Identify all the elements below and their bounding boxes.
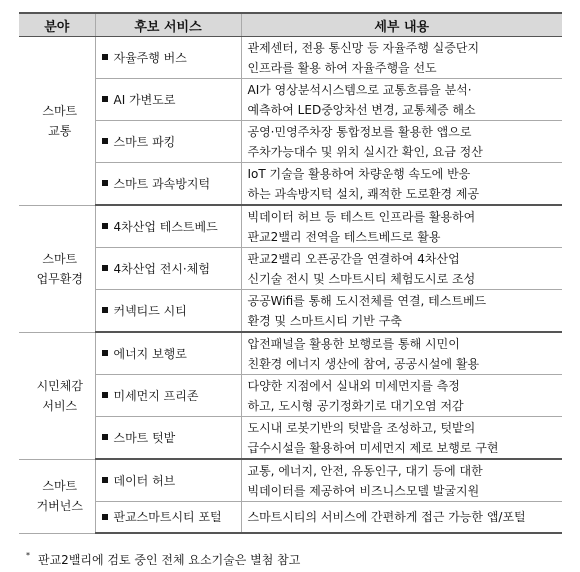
detail-line: 급수시설을 활용하여 미세먼지 제로 보행로 구현 xyxy=(247,440,499,455)
detail-cell xyxy=(241,163,562,206)
square-bullet-icon xyxy=(102,392,108,398)
category-label: 스마트 xyxy=(42,479,78,493)
detail-line: 도시내 로봇기반의 텃밭을 조성하고, 텃밭의 xyxy=(247,420,476,435)
service-name: 스마트 파킹 xyxy=(113,134,176,149)
header-service: 후보 서비스 xyxy=(95,13,241,37)
header-field: 분야 xyxy=(19,13,95,37)
detail-line: 환경 및 스마트시티 기반 구축 xyxy=(247,313,402,328)
category-label: 스마트 xyxy=(42,103,78,118)
detail-cell xyxy=(241,79,562,121)
table-row xyxy=(19,79,562,121)
detail-cell xyxy=(241,332,562,375)
service-name: 스마트 텃밭 xyxy=(113,430,176,445)
detail-line: 압전패널을 활용한 보행로를 통해 시민이 xyxy=(247,336,460,351)
detail-line: 판교2밸리 오픈공간을 연결하여 4차산업 xyxy=(247,251,460,266)
footnote-text: 판교2밸리에 검토 중인 전체 요소기술은 별첨 참고 xyxy=(38,553,301,567)
category-label: 시민체감 xyxy=(36,378,83,393)
service-table xyxy=(19,12,562,534)
service-cell xyxy=(95,163,241,206)
detail-cell xyxy=(241,205,562,248)
service-name: 커넥티드 시티 xyxy=(113,303,187,318)
detail-line: 공공Wifi를 통해 도시전체를 연결, 테스트베드 xyxy=(247,293,487,308)
table-row xyxy=(19,290,562,333)
category-label: 서비스 xyxy=(42,398,78,413)
table-row xyxy=(19,459,562,502)
category-cell xyxy=(19,205,95,332)
service-cell xyxy=(95,417,241,460)
service-name: 4차산업 전시·체험 xyxy=(113,261,210,276)
table-row xyxy=(19,163,562,206)
table-row xyxy=(19,37,562,79)
table-row xyxy=(19,417,562,460)
detail-line: 교통, 에너지, 안전, 유동인구, 대기 등에 대한 xyxy=(247,463,483,478)
detail-line: 하고, 도시형 공기정화기로 대기오염 저감 xyxy=(247,398,464,413)
detail-cell xyxy=(241,502,562,534)
detail-cell xyxy=(241,290,562,333)
detail-line: 신기술 전시 및 스마트시티 체험도시로 조성 xyxy=(247,271,476,286)
detail-line: 빅데이터 허브 등 테스트 인프라를 활용하여 xyxy=(247,209,476,224)
detail-cell xyxy=(241,417,562,460)
detail-line: 다양한 지점에서 실내외 미세먼지를 측정 xyxy=(247,378,460,393)
table-row xyxy=(19,332,562,375)
detail-line: IoT 기술을 활용하여 차량운행 속도에 반응 xyxy=(247,166,471,181)
table-row xyxy=(19,502,562,534)
detail-line: 인프라를 활용 하여 자율주행을 선도 xyxy=(247,60,437,75)
service-cell xyxy=(95,248,241,290)
square-bullet-icon xyxy=(102,265,108,271)
square-bullet-icon xyxy=(102,477,108,483)
category-label: 업무환경 xyxy=(36,271,83,286)
square-bullet-icon xyxy=(102,54,108,60)
service-name: 판교스마트시티 포털 xyxy=(113,510,222,524)
square-bullet-icon xyxy=(102,96,108,102)
square-bullet-icon xyxy=(102,514,108,520)
service-name: AI 가변도로 xyxy=(113,92,176,107)
detail-line: 공영·민영주차장 통합정보를 활용한 앱으로 xyxy=(247,124,472,139)
detail-cell xyxy=(241,248,562,290)
service-cell xyxy=(95,375,241,417)
square-bullet-icon xyxy=(102,307,108,313)
detail-line: 하는 과속방지턱 설치, 쾌적한 도로환경 제공 xyxy=(247,186,480,201)
header-row xyxy=(19,13,562,37)
category-label: 교통 xyxy=(48,123,72,138)
footnote xyxy=(26,551,300,568)
square-bullet-icon xyxy=(102,138,108,144)
service-cell xyxy=(95,502,241,534)
service-cell xyxy=(95,332,241,375)
category-cell xyxy=(19,37,95,206)
header-detail: 세부 내용 xyxy=(241,13,562,37)
category-label: 거버넌스 xyxy=(36,499,83,513)
category-cell xyxy=(19,459,95,533)
detail-cell xyxy=(241,459,562,502)
square-bullet-icon xyxy=(102,434,108,440)
service-name: 데이터 허브 xyxy=(113,473,176,488)
service-name: 4차산업 테스트베드 xyxy=(113,219,218,234)
detail-line: 주차가능대수 및 위치 실시간 확인, 요금 정산 xyxy=(247,144,483,159)
service-cell xyxy=(95,79,241,121)
detail-cell xyxy=(241,121,562,163)
service-cell xyxy=(95,205,241,248)
square-bullet-icon xyxy=(102,350,108,356)
detail-line: 판교2밸리 전역을 테스트베드로 활용 xyxy=(247,229,441,244)
category-label: 스마트 xyxy=(42,251,78,266)
detail-line: 빅데이터를 제공하여 비즈니스모델 발굴지원 xyxy=(247,483,480,498)
detail-cell xyxy=(241,37,562,79)
detail-line: 관제센터, 전용 통신망 등 자율주행 실증단지 xyxy=(247,40,480,55)
service-cell xyxy=(95,290,241,333)
service-cell xyxy=(95,37,241,79)
service-name: 스마트 과속방지턱 xyxy=(113,176,211,191)
detail-line: 친환경 에너지 생산에 참여, 공공시설에 활용 xyxy=(247,356,480,371)
service-cell xyxy=(95,121,241,163)
detail-line: AI가 영상분석시스템으로 교통흐름을 분석· xyxy=(247,82,472,97)
square-bullet-icon xyxy=(102,223,108,229)
detail-cell xyxy=(241,375,562,417)
table-row xyxy=(19,205,562,248)
category-cell xyxy=(19,332,95,459)
table-row xyxy=(19,375,562,417)
square-bullet-icon xyxy=(102,180,108,186)
table-row xyxy=(19,248,562,290)
service-cell xyxy=(95,459,241,502)
detail-line: 예측하여 LED중앙차선 변경, 교통체증 해소 xyxy=(247,102,476,117)
footnote-mark: * xyxy=(26,551,30,560)
service-name: 에너지 보행로 xyxy=(113,346,187,361)
table-row xyxy=(19,121,562,163)
service-name: 자율주행 버스 xyxy=(113,50,187,65)
service-name: 미세먼지 프리존 xyxy=(113,388,199,403)
detail-line: 스마트시티의 서비스에 간편하게 접근 가능한 앱/포털 xyxy=(247,510,526,524)
